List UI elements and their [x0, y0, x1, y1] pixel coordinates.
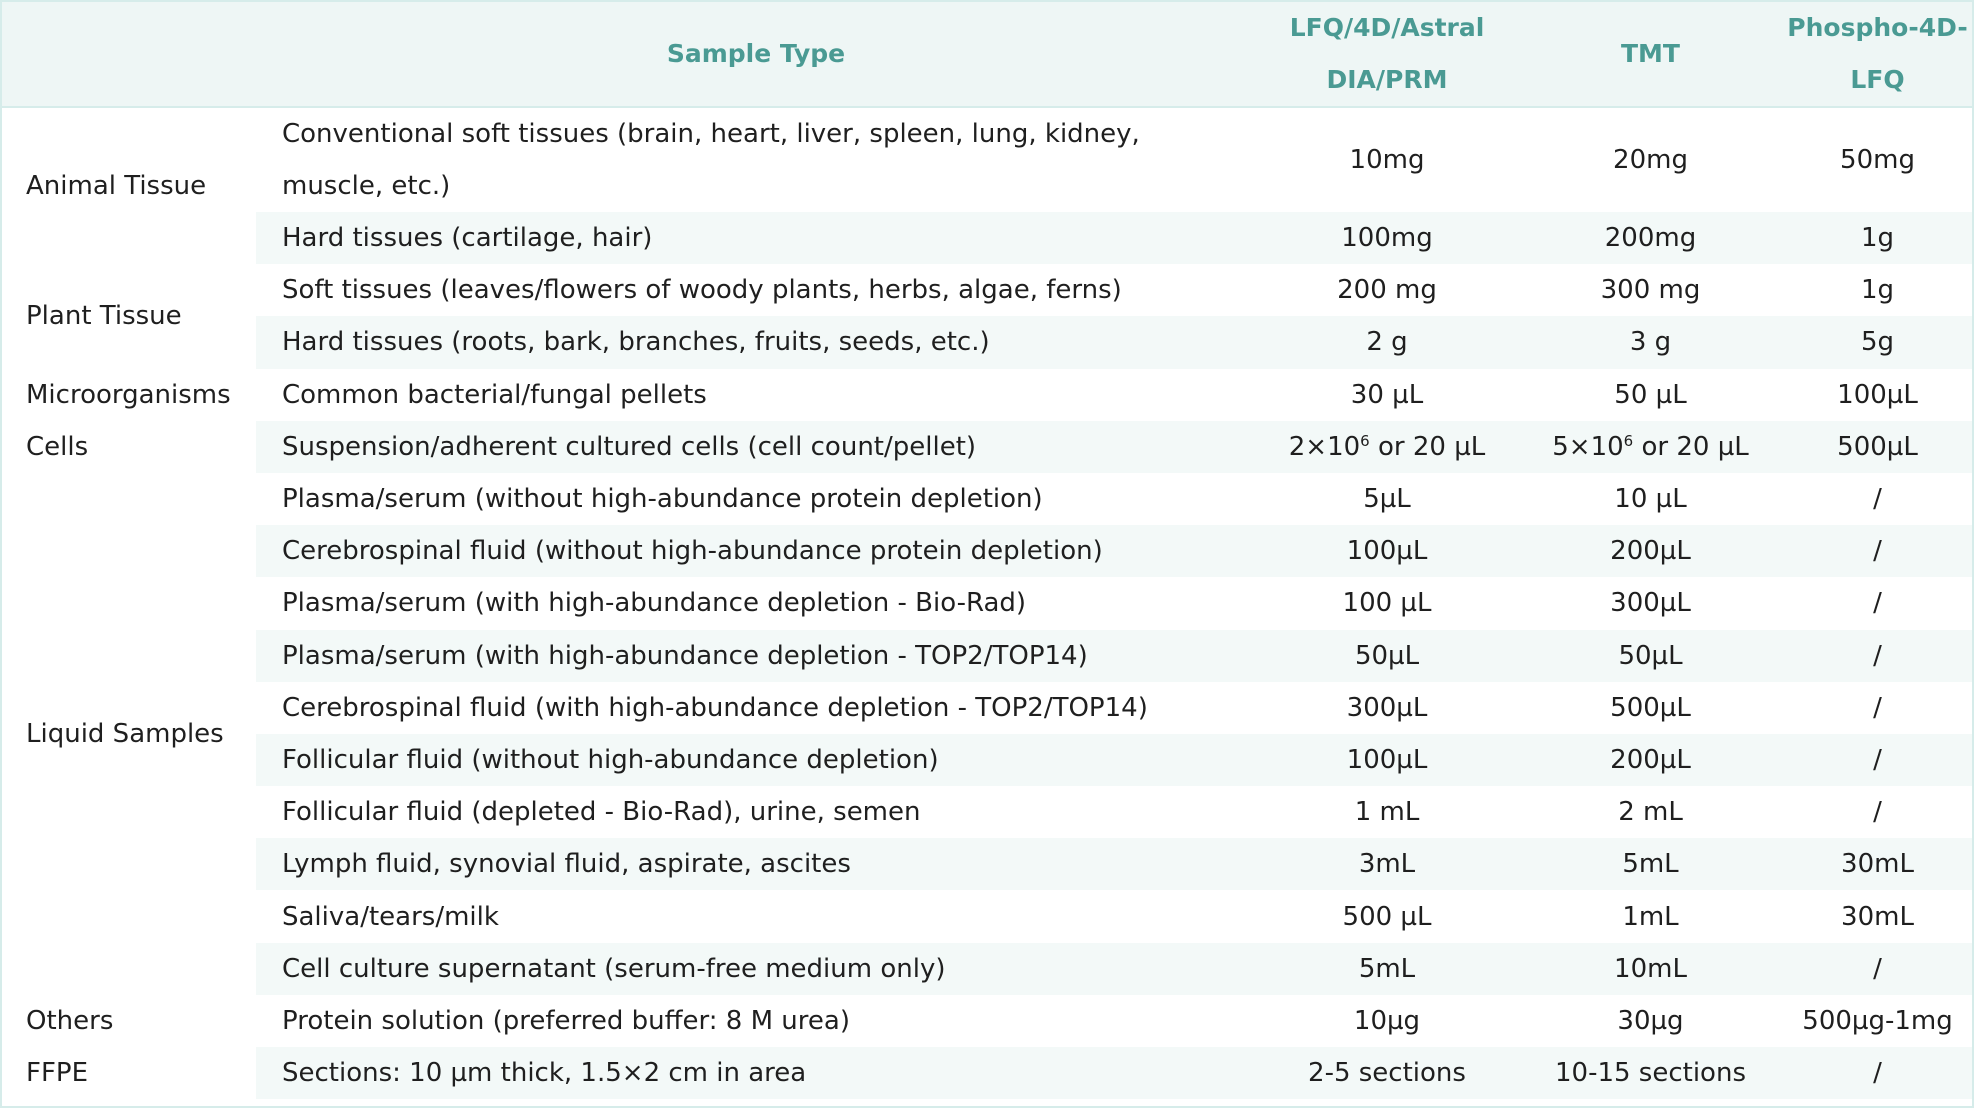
table-row — [2, 995, 1972, 1047]
lfq-amount-cell: 500 µL — [1342, 901, 1432, 932]
lfq-amount-cell: 100mg — [1256, 212, 1518, 264]
table-header — [2, 2, 1972, 107]
category-cell: Microorganisms — [26, 379, 231, 410]
sample-type-cell: Cerebrospinal fluid (with high-abundance depletion - TOP2/TOP14) — [282, 692, 1148, 723]
phospho-amount-cell: / — [1783, 1047, 1972, 1099]
category-cell: Animal Tissue — [26, 171, 207, 202]
category-cell: Others — [26, 1005, 114, 1036]
sample-type-cell: Follicular fluid (without high-abundance depletion) — [256, 734, 1256, 786]
header-lfq: LFQ/4D/Astral DIA/PRM — [1256, 2, 1518, 107]
amount-base: 2×10 — [1288, 431, 1361, 462]
lfq-amount-cell: 2-5 sections — [1256, 1047, 1518, 1099]
tmt-amount-cell: 5mL — [1518, 838, 1783, 890]
sample-type-cell: Plasma/serum (with high-abundance depletion - TOP2/TOP14) — [256, 630, 1256, 682]
amount-rest: or 20 µL — [1633, 431, 1749, 462]
sample-type-cell: Sections: 10 µm thick, 1.5×2 cm in area — [256, 1047, 1256, 1099]
sample-type-cell: Suspension/adherent cultured cells (cell count/pellet) — [256, 421, 1256, 473]
tmt-amount-cell: 200µL — [1518, 525, 1783, 577]
lfq-amount-cell: 100µL — [1256, 525, 1518, 577]
phospho-amount-cell: / — [1783, 943, 1972, 995]
sample-type-cell: Hard tissues (roots, bark, branches, fruits, seeds, etc.) — [256, 316, 1256, 368]
lfq-amount-cell: 50µL — [1256, 630, 1518, 682]
table-row — [2, 786, 1972, 838]
table-row — [2, 890, 1972, 942]
category-cell: Plant Tissue — [26, 301, 182, 332]
phospho-amount-cell: 100µL — [1837, 379, 1918, 410]
sample-requirements-table — [2, 2, 1972, 1099]
tmt-amount-cell: 500µL — [1610, 692, 1691, 723]
phospho-amount-cell: 30mL — [1841, 901, 1914, 932]
sample-type-cell: Conventional soft tissues (brain, heart, liver, spleen, lung, kidney, muscle, etc.) — [282, 119, 1140, 201]
phospho-amount-cell: 500µg-1mg — [1802, 1005, 1953, 1036]
tmt-amount-cell: 20mg — [1613, 145, 1688, 175]
lfq-amount-cell — [1256, 421, 1518, 473]
phospho-amount-cell: / — [1873, 588, 1882, 619]
sample-type-cell: Saliva/tears/milk — [282, 901, 499, 932]
header-category — [2, 2, 256, 107]
sample-type-cell: Protein solution (preferred buffer: 8 M urea) — [282, 1005, 850, 1036]
category-cell: Liquid Samples — [26, 718, 224, 749]
sample-type-cell: Cerebrospinal fluid (without high-abundance protein depletion) — [256, 525, 1256, 577]
table-row — [2, 473, 1972, 525]
phospho-amount-cell: / — [1873, 692, 1882, 723]
tmt-amount-cell: 3 g — [1518, 316, 1783, 368]
lfq-amount-cell: 30 µL — [1350, 379, 1424, 410]
header-sample-type: Sample Type — [256, 2, 1256, 107]
table-body — [2, 107, 1972, 1099]
sample-type-cell: Lymph fluid, synovial fluid, aspirate, ascites — [256, 838, 1256, 890]
lfq-amount-cell: 10mg — [1349, 145, 1425, 175]
category-cell: Cells — [26, 431, 89, 462]
phospho-amount-cell: 1g — [1860, 275, 1895, 306]
table-row — [2, 734, 1972, 786]
tmt-amount-cell: 10-15 sections — [1518, 1047, 1783, 1099]
lfq-amount-cell: 100 µL — [1342, 588, 1432, 619]
tmt-amount-cell — [1518, 421, 1783, 473]
phospho-amount-cell: / — [1783, 525, 1972, 577]
category-cell: FFPE — [26, 1058, 89, 1089]
table-row — [2, 212, 1972, 264]
table-row — [2, 838, 1972, 890]
tmt-amount-cell: 200µL — [1518, 734, 1783, 786]
phospho-amount-cell: 50mg — [1840, 145, 1915, 175]
amount-exponent: 6 — [1623, 431, 1634, 450]
table-row — [2, 682, 1972, 734]
lfq-amount-cell: 100µL — [1256, 734, 1518, 786]
tmt-amount-cell: 50µL — [1518, 630, 1783, 682]
table-row — [2, 1047, 1972, 1099]
table-row — [2, 525, 1972, 577]
header-tmt: TMT — [1518, 2, 1783, 107]
tmt-amount-cell: 300 mg — [1600, 275, 1701, 306]
table-row — [2, 264, 1972, 316]
tmt-amount-cell: 50 µL — [1614, 379, 1687, 410]
phospho-amount-cell: / — [1873, 797, 1882, 828]
table-row — [2, 630, 1972, 682]
lfq-amount-cell: 1 mL — [1354, 797, 1420, 828]
table-row — [2, 316, 1972, 368]
tmt-amount-cell: 2 mL — [1618, 797, 1683, 828]
tmt-amount-cell: 10 µL — [1614, 484, 1687, 515]
lfq-amount-cell: 3mL — [1256, 838, 1518, 890]
header-phospho: Phospho-4D-LFQ — [1783, 2, 1972, 107]
tmt-amount-cell: 300µL — [1610, 588, 1691, 619]
sample-type-cell: Hard tissues (cartilage, hair) — [256, 212, 1256, 264]
phospho-amount-cell: 500µL — [1783, 421, 1972, 473]
lfq-amount-cell: 5mL — [1256, 943, 1518, 995]
lfq-amount-cell: 300µL — [1346, 692, 1428, 723]
phospho-amount-cell: 30mL — [1783, 838, 1972, 890]
table-row — [2, 421, 1972, 473]
header-row — [2, 2, 1972, 107]
table-row — [2, 107, 1972, 212]
phospho-amount-cell: / — [1783, 630, 1972, 682]
tmt-amount-cell: 10mL — [1518, 943, 1783, 995]
phospho-amount-cell: / — [1783, 734, 1972, 786]
lfq-amount-cell: 5µL — [1363, 484, 1411, 515]
tmt-amount-cell: 30µg — [1617, 1005, 1684, 1036]
sample-type-cell: Soft tissues (leaves/flowers of woody plants, herbs, algae, ferns) — [282, 275, 1122, 306]
sample-type-cell: Cell culture supernatant (serum-free medium only) — [256, 943, 1256, 995]
table-row — [2, 577, 1972, 629]
phospho-amount-cell: / — [1873, 484, 1882, 515]
sample-type-cell: Common bacterial/fungal pellets — [282, 379, 707, 410]
lfq-amount-cell: 2 g — [1256, 316, 1518, 368]
table-row — [2, 369, 1972, 421]
lfq-amount-cell: 10µg — [1353, 1005, 1421, 1036]
phospho-amount-cell: 1g — [1783, 212, 1972, 264]
lfq-amount-cell: 200 mg — [1337, 275, 1437, 306]
sample-type-cell: Follicular fluid (depleted - Bio-Rad), urine, semen — [282, 797, 921, 828]
amount-rest: or 20 µL — [1369, 431, 1486, 462]
sample-type-cell: Plasma/serum (with high-abundance depletion - Bio-Rad) — [282, 588, 1027, 619]
tmt-amount-cell: 200mg — [1518, 212, 1783, 264]
amount-exponent: 6 — [1360, 431, 1370, 450]
tmt-amount-cell: 1mL — [1622, 901, 1679, 932]
sample-type-cell: Plasma/serum (without high-abundance protein depletion) — [282, 484, 1043, 515]
amount-base: 5×10 — [1552, 431, 1624, 462]
phospho-amount-cell: 5g — [1783, 316, 1972, 368]
table-row — [2, 943, 1972, 995]
